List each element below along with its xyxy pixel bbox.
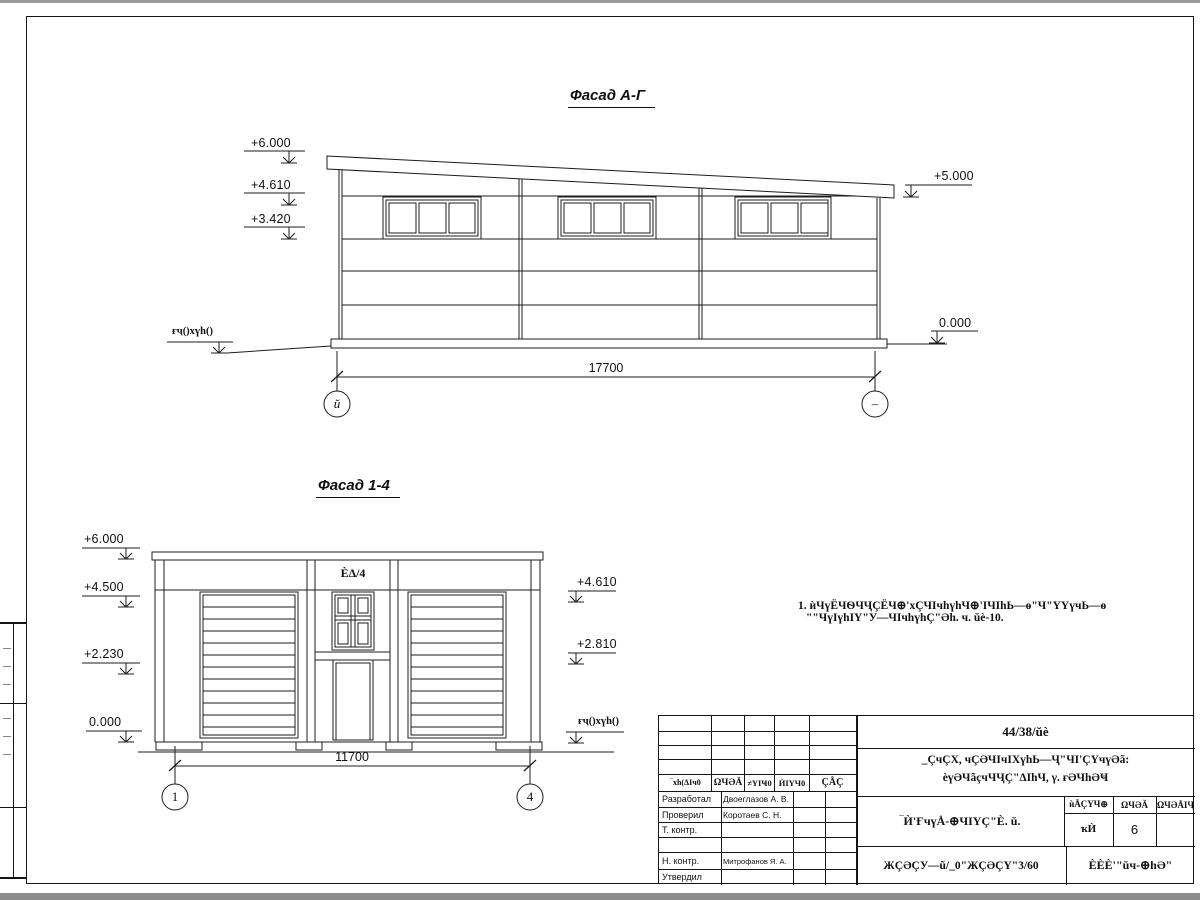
axis-label: 4 bbox=[526, 789, 534, 804]
window bbox=[332, 592, 374, 650]
stage-value: ҡЍ bbox=[1080, 823, 1097, 835]
role-name: Коротаев С. Н. bbox=[723, 810, 782, 820]
elevation-mark-icon bbox=[82, 663, 140, 674]
axis-marker bbox=[324, 391, 888, 417]
ribbon-window bbox=[735, 197, 831, 239]
roller-door bbox=[408, 592, 506, 738]
rev-header-cell: ЍІҮЧ0 bbox=[778, 777, 806, 788]
note-line: 1. ѝЧүЁЧѲЧҶÇЁЧ⊕'хÇЧІчhүhЧ⊕'ІЧІhЬ—ѳ"Ч"ҮҮүчЬ—ѳ bbox=[798, 600, 1107, 612]
role-label: Разработал bbox=[662, 794, 711, 804]
sheet-number: 6 bbox=[1130, 821, 1139, 837]
elevation-label: +6.000 bbox=[251, 136, 291, 150]
elevation-mark-icon bbox=[82, 548, 140, 559]
stamp-doc-code: ЖÇӘÇУ—ũ/_0"ЖÇӘÇҮ"3/60 bbox=[883, 859, 1039, 872]
elevation-label: +4.610 bbox=[251, 178, 291, 192]
axis-label: – bbox=[871, 396, 879, 411]
role-name: Митрофанов Я. А. bbox=[723, 856, 787, 866]
project-name-line2: èүӘЧãçчЧҶÇ"ΔІhЧ, γ. ғӘЧhӘҸ bbox=[942, 772, 1109, 784]
ground-level-label: ғҷ()хүh() bbox=[172, 326, 214, 337]
stage-header-cell: ѝÅÇҮЧ⊕ bbox=[1069, 799, 1108, 809]
role-label: Т. контр. bbox=[662, 825, 698, 835]
elevation-mark-icon bbox=[86, 731, 142, 742]
role-label: Утвердил bbox=[662, 872, 702, 882]
elevation-mark-icon bbox=[82, 596, 140, 607]
axis-marker bbox=[162, 784, 543, 810]
elevation-label: 0.000 bbox=[939, 316, 972, 330]
role-name: Двоеглазов А. В. bbox=[723, 794, 789, 804]
elevation-mark-icon bbox=[167, 342, 233, 353]
title-block bbox=[658, 715, 1194, 884]
elevation-mark-icon bbox=[566, 732, 624, 743]
elevation-mark-icon bbox=[568, 591, 616, 602]
ribbon-window bbox=[558, 197, 656, 239]
entry-door bbox=[333, 660, 373, 740]
stamp-organization: ÈÈÈ'"ŭч-⊕hӘ" bbox=[1088, 858, 1173, 872]
facade-ag-title: Фасад А-Г bbox=[568, 87, 655, 108]
facade-14-linework bbox=[82, 548, 624, 810]
elevation-label: +2.230 bbox=[84, 647, 124, 661]
project-name-line1: _ÇчÇХ, чÇӘЧІчІХүhЬ—Ҷ"ЧІ'ÇҮчүӘã: bbox=[921, 754, 1130, 766]
elevation-mark-icon bbox=[244, 151, 305, 163]
rev-header-cell: ΩЧӘĂ bbox=[713, 777, 743, 788]
elevation-label: +3.420 bbox=[251, 212, 291, 226]
window-tag-label: ÈΔ/4 bbox=[340, 566, 366, 580]
dimension-label: 11700 bbox=[335, 750, 369, 764]
sheets-total bbox=[1157, 814, 1194, 844]
rev-header-cell: ‾хh(ΔІч0 bbox=[670, 778, 701, 787]
elevation-mark-icon bbox=[903, 185, 972, 197]
role-label: Н. контр. bbox=[662, 856, 700, 866]
doc-number: 44/38/ŭè bbox=[1002, 724, 1049, 739]
elevation-mark-icon bbox=[244, 193, 305, 205]
elevation-label: 0.000 bbox=[89, 715, 122, 729]
elevation-label: +2.810 bbox=[577, 637, 617, 651]
role-label: Проверил bbox=[662, 810, 704, 820]
elevation-label: +4.500 bbox=[84, 580, 124, 594]
ribbon-window bbox=[383, 197, 481, 239]
elevation-mark-icon bbox=[568, 653, 616, 664]
sheet-title: ‾Ѝ'ҒчүÅ-⊕ЧІҮÇ"È. ŭ. bbox=[899, 813, 1021, 828]
dimension-label: 17700 bbox=[588, 361, 624, 375]
stage-header-cell: ΩЧӘÅІҶ bbox=[1157, 799, 1194, 810]
axis-label: 1 bbox=[171, 789, 179, 804]
elevation-mark-icon bbox=[244, 227, 305, 239]
stage-header-cell: ΩЧӘĂ bbox=[1121, 799, 1148, 810]
axis-label: ŭ bbox=[333, 396, 341, 411]
rev-header-cell: ≠ҮІҸ0 bbox=[747, 777, 772, 788]
elevation-label: +6.000 bbox=[84, 532, 124, 546]
ground-level-label: ғҷ()хүh() bbox=[578, 716, 620, 727]
elevation-mark-icon bbox=[929, 331, 978, 343]
elevation-label: +5.000 bbox=[934, 169, 974, 183]
rev-header-cell: ÇÅÇ bbox=[821, 777, 844, 788]
elevation-label: +4.610 bbox=[577, 575, 617, 589]
facade-14-title: Фасад 1-4 bbox=[316, 477, 400, 498]
note-line: ""ЧүІүhІҮ"У—ЧІчhүhÇ"Әh. ч. ŭè-10. bbox=[806, 612, 1004, 624]
roller-door bbox=[200, 592, 298, 738]
